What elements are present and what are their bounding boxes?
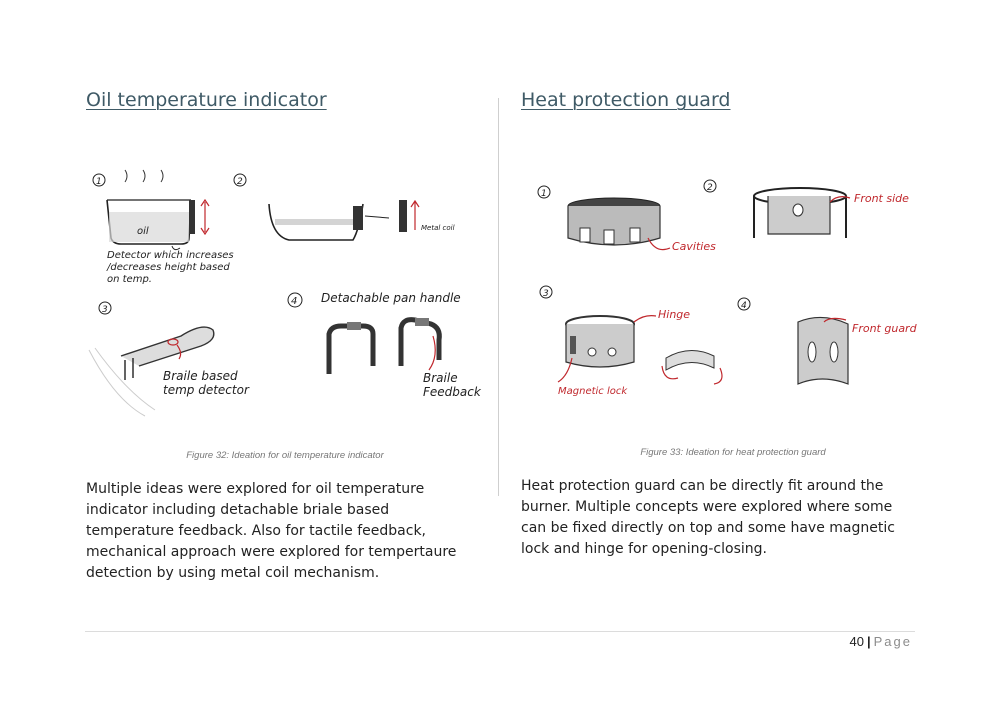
braile-feedback-label-2: Feedback xyxy=(423,385,481,399)
guard-number-1: 1 xyxy=(541,189,547,199)
page-number: 40 xyxy=(849,634,864,649)
sketch-2-pan xyxy=(234,174,455,240)
front-side-label: Front side xyxy=(854,192,909,205)
detector-label-line-2: /decreases height based xyxy=(107,262,230,273)
footer-rule xyxy=(85,631,915,632)
guard-number-2: 2 xyxy=(707,183,713,193)
magnetic-lock-label: Magnetic lock xyxy=(558,386,628,397)
detector-label-line-3: on temp. xyxy=(107,274,152,285)
sketch-number-1: 1 xyxy=(96,177,102,187)
braile-feedback-label-1: Braile xyxy=(423,371,458,385)
detachable-handle-label: Detachable pan handle xyxy=(321,291,461,305)
guard-sketch-4 xyxy=(738,298,918,384)
left-figure-caption: Figure 32: Ideation for oil temperature indicator xyxy=(186,450,384,461)
guard-number-3: 3 xyxy=(543,289,549,299)
braile-detector-label-1: Braile based xyxy=(163,369,238,383)
guard-number-4: 4 xyxy=(741,301,747,311)
right-figure-caption: Figure 33: Ideation for heat protection guard xyxy=(640,447,826,458)
page-footer xyxy=(850,634,912,649)
guard-sketch-2 xyxy=(704,180,909,238)
metal-coil-label: Metal coil xyxy=(421,224,455,232)
right-body-text: Heat protection guard can be directly fit around the burner. Multiple concepts were explored where some can be fixed directly on top and some have magnetic lock and hinge for opening-closing. xyxy=(521,478,895,557)
hinge-label: Hinge xyxy=(658,308,691,321)
cavities-label: Cavities xyxy=(672,240,716,253)
guard-sketch-3 xyxy=(540,286,722,397)
heat-guard-sketch xyxy=(530,172,930,402)
column-divider xyxy=(498,98,499,496)
oil-temperature-sketch xyxy=(85,160,490,430)
oil-label: oil xyxy=(137,226,149,237)
sketch-number-3: 3 xyxy=(102,305,108,315)
braile-detector-label-2: temp detector xyxy=(163,383,249,397)
sketch-number-2: 2 xyxy=(237,177,243,187)
sketch-4-detachable-handle xyxy=(288,291,482,399)
left-heading: Oil temperature indicator xyxy=(86,89,327,111)
sketch-1-pot xyxy=(93,170,234,285)
right-heading: Heat protection guard xyxy=(521,89,731,111)
footer-separator: | xyxy=(866,634,871,649)
sketch-3-handle xyxy=(89,302,250,416)
detector-label-line-1: Detector which increases xyxy=(107,250,234,261)
page-label: Page xyxy=(873,634,912,649)
left-body-text: Multiple ideas were explored for oil temperature indicator including detachable briale based temperature feedback. Also for tactile feedback, mechanical approach were explored for tempertaure detection by using metal coil mechanism. xyxy=(86,481,457,581)
guard-sketch-1 xyxy=(538,186,716,253)
sketch-number-4: 4 xyxy=(291,296,298,307)
front-guard-label: Front guard xyxy=(852,322,917,335)
